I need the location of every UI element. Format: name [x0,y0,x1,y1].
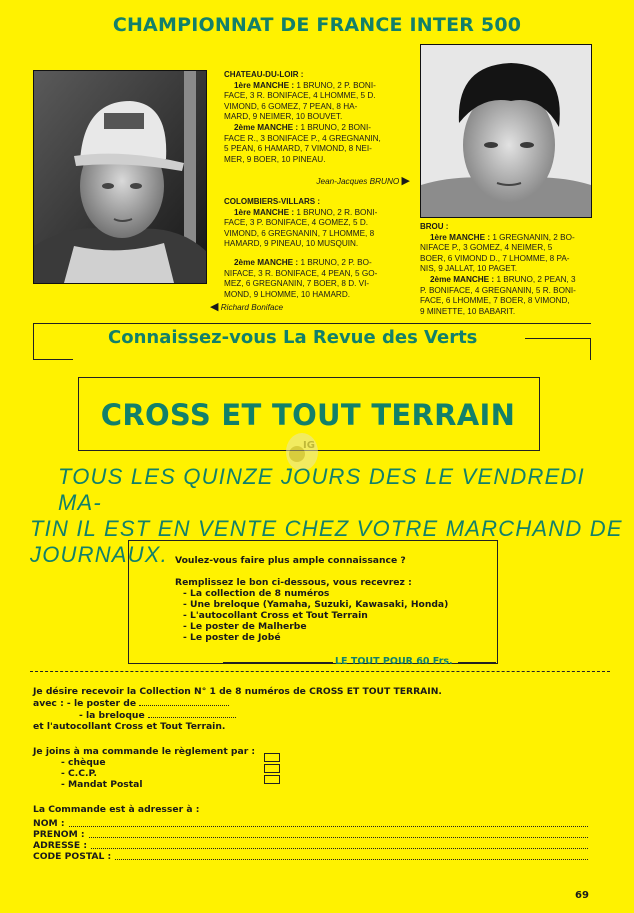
caption-bruno-text: Jean-Jacques BRUNO [316,177,400,186]
result-line: 1 BRUNO, 2 R. BONI- [296,207,378,217]
slogan-line: TOUS LES QUINZE JOURS DES LE VENDREDI MA- [58,464,585,515]
form-payment-intro: Je joins à ma commande le règlement par : [33,746,256,757]
result-line: 1 BRUNO, 2 BONI- [300,122,371,132]
page-number: 69 [575,890,589,901]
manche2-label: 2ème MANCHE : [430,274,495,284]
result-line: FACE, 3 P. BONIFACE, 4 GOMEZ, 5 D. [224,218,369,228]
location-chateau: CHATEAU-DU-LOIR : [224,70,304,79]
results-brou [420,222,592,317]
result-line: VIMOND, 6 GREGNANIN, 7 LHOMME, 8 [224,228,375,238]
location-brou: BROU : [420,222,449,231]
manche1-label: 1ère MANCHE : [234,80,295,90]
arrow-right-icon: ▶ [401,175,410,187]
result-line: 1 BRUNO, 2 P. BO- [300,257,372,267]
offer-item: - L'autocollant Cross et Tout Terrain [183,610,368,621]
results-colombiers [224,197,410,300]
frame-line [33,323,34,360]
result-line: MEZ, 6 GREGNANIN, 7 BOER, 8 D. VI- [224,279,370,289]
field-label-code-postal: CODE POSTAL : [33,851,112,862]
caption-bruno [310,174,410,187]
breloque-field[interactable] [148,709,236,718]
form-breloque: - la breloque [79,710,145,721]
arrow-left-icon: ◀ [210,301,219,313]
photo-bruno-image [34,71,206,283]
photo-bruno [33,70,207,284]
offer-total: LE TOUT POUR 60 Frs. [335,656,453,667]
prenom-input[interactable] [89,829,588,838]
form-line-collection: Je désire recevoir la Collection N° 1 de 8 numéros de CROSS ET TOUT TERRAIN. [33,686,442,697]
result-line: NIFACE, 3 R. BONIFACE, 4 PEAN, 5 GO- [224,268,378,278]
field-label-nom: NOM : [33,818,65,829]
section-divider [33,323,591,324]
cheque-checkbox[interactable] [264,753,280,762]
code-postal-input[interactable] [115,851,588,860]
mandat-checkbox[interactable] [264,775,280,784]
address-fields [33,818,588,862]
result-line: MARD, 9 NEIMER, 10 BOUVET. [224,112,343,122]
result-line: 1 BRUNO, 2 PEAN, 3 [496,274,576,284]
frame-line [33,359,73,360]
offer-intro: Voulez-vous faire plus ample connaissance ? [175,555,406,566]
photo-boniface [420,44,592,218]
offer-item: - Le poster de Malherbe [183,621,307,632]
manche1-label: 1ère MANCHE : [234,207,295,217]
result-line: VIMOND, 6 GOMEZ, 7 PEAN, 8 HA- [224,101,358,111]
nom-input[interactable] [69,818,588,827]
result-line: 9 MINETTE, 10 BABARIT. [420,306,516,316]
field-label-prenom: PRENOM : [33,829,85,840]
result-line: NIFACE P., 3 GOMEZ, 4 NEIMER, 5 [420,243,553,253]
ccp-checkbox[interactable] [264,764,280,773]
slogan-line: TIN IL EST EN VENTE CHEZ VOTRE MARCHAND DE [30,516,623,541]
subtitle-question: Connaissez-vous La Revue des Verts [100,327,485,348]
caption-boniface-text: Richard Boniface [220,303,284,312]
result-line: 1 GREGNANIN, 2 BO- [492,232,575,242]
caption-boniface [210,300,330,313]
manche2-label: 2ème MANCHE : [234,257,299,267]
result-line: P. BONIFACE, 4 GREGNANIN, 5 R. BONI- [420,285,576,295]
form-address-intro: La Commande est à adresser à : [33,804,200,815]
poster-field[interactable] [139,697,229,706]
payment-option-ccp: - C.C.P. [61,768,98,779]
adresse-input[interactable] [91,840,588,849]
frame-line [590,338,591,360]
payment-option-mandat: - Mandat Postal [61,779,143,790]
location-colombiers: COLOMBIERS-VILLARS : [224,197,320,206]
offer-fill: Remplissez le bon ci-dessous, vous recevrez : [175,577,412,588]
result-line: 5 PEAN, 6 HAMARD, 7 VIMOND, 8 NEI- [224,144,372,154]
result-line: FACE R., 3 BONIFACE P., 4 GREGNANIN, [224,133,381,143]
offer-items [175,588,495,643]
result-line: MOND, 9 LHOMME, 10 HAMARD. [224,289,351,299]
offer-line [223,662,333,663]
result-line: NIS, 9 JALLAT, 10 PAGET. [420,264,518,274]
offer-line [458,662,496,663]
order-form [33,686,593,815]
result-line: 1 BRUNO, 2 P. BONI- [296,80,376,90]
payment-option-cheque: - chèque [61,757,106,768]
results-chateau [224,70,410,165]
frame-line [525,338,591,339]
result-line: BOER, 6 VIMOND D., 7 LHOMME, 8 PA- [420,253,570,263]
result-line: MER, 9 BOER, 10 PINEAU. [224,154,326,164]
result-line: FACE, 3 R. BONIFACE, 4 LHOMME, 5 D. [224,91,376,101]
result-line: HAMARD, 9 PINEAU, 10 MUSQUIN. [224,239,359,249]
magazine-title: CROSS ET TOUT TERRAIN [100,398,516,432]
result-line: FACE, 6 LHOMME, 7 BOER, 8 VIMOND, [420,296,570,306]
manche1-label: 1ère MANCHE : [430,232,491,242]
photo-boniface-image [421,45,591,217]
field-label-adresse: ADRESSE : [33,840,88,851]
manche2-label: 2ème MANCHE : [234,122,299,132]
offer-item: - La collection de 8 numéros [183,588,330,599]
form-avec-poster: avec : - le poster de [33,698,137,709]
slogan-line: JOURNAUX. [30,542,168,567]
offer-text [175,555,495,643]
cut-line [30,671,610,672]
page-title: CHAMPIONNAT DE FRANCE INTER 500 [112,14,522,36]
offer-item: - Le poster de Jobé [183,632,281,643]
form-autocollant: et l'autocollant Cross et Tout Terrain. [33,721,226,732]
offer-item: - Une breloque (Yamaha, Suzuki, Kawasaki, Honda) [183,599,449,610]
watermark-text: IG [303,440,315,451]
